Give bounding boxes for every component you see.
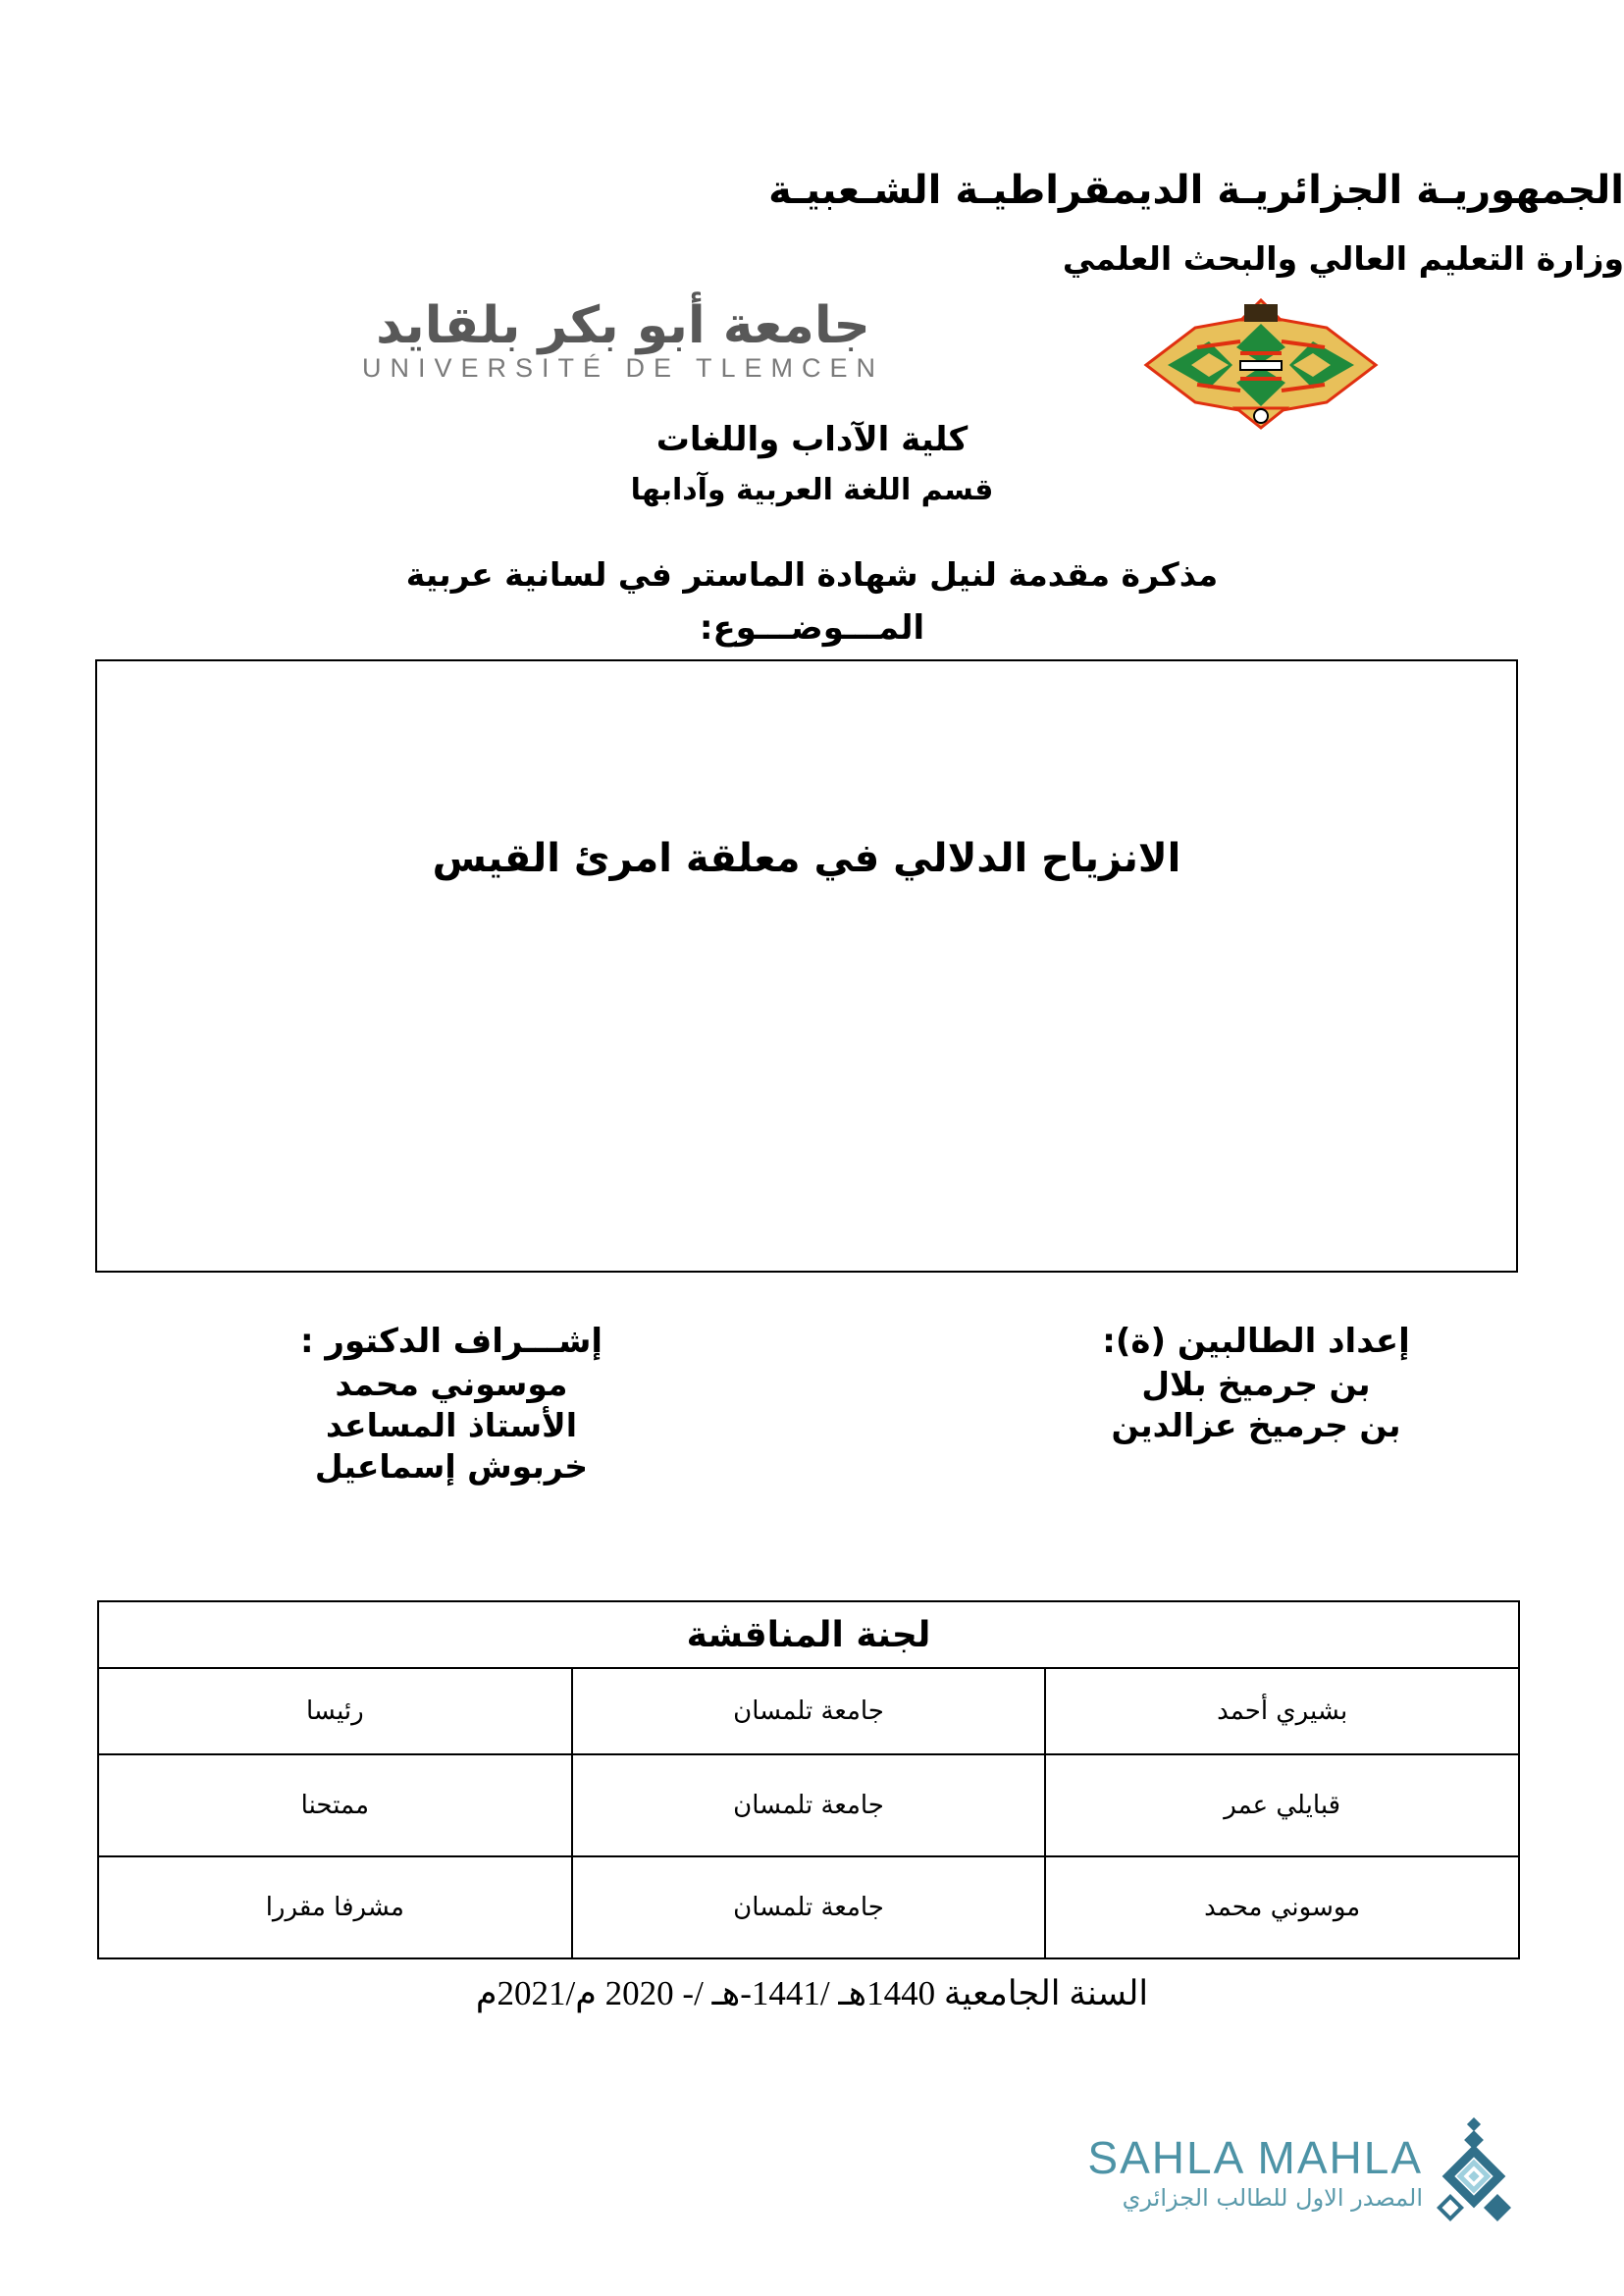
supervisor-name: موسوني محمد — [335, 1364, 568, 1403]
university-emblem-icon — [1138, 298, 1384, 431]
faculty-name: كلية الآداب واللغات — [655, 420, 969, 459]
supervisor-block — [275, 1321, 628, 1487]
supervisor-rank: الأستاذ المساعد — [325, 1405, 578, 1444]
author-name-2: بن جرميخ عزالدين — [1111, 1405, 1401, 1444]
university-name-french: UNIVERSITÉ DE TLEMCEN — [361, 353, 885, 383]
table-row — [98, 1668, 1519, 1754]
sahla-mahla-watermark — [1060, 2117, 1521, 2245]
watermark-brand: SAHLA MAHLA — [1087, 2132, 1423, 2183]
jury-member-name: قبايلي عمر — [1045, 1754, 1519, 1856]
table-row — [98, 1754, 1519, 1856]
degree-statement: مذكرة مقدمة لنيل شهادة الماستر في لسانية عربية — [405, 555, 1219, 594]
authors-block — [1045, 1321, 1467, 1446]
sahla-mahla-diamond-icon — [1425, 2117, 1523, 2225]
author-name-1: بن جرميخ بلال — [1141, 1364, 1371, 1403]
university-name-arabic: جامعة أبو بكر بلقايد — [376, 296, 870, 355]
republic-heading: الجمهوريـة الجزائريـة الديمقراطيـة الشـعبيـة — [768, 168, 1624, 213]
supervisor-heading: إشـــراف الدكتور : — [299, 1322, 603, 1361]
watermark-tagline: المصدر الاول للطالب الجزائري — [1122, 2184, 1423, 2212]
university-logo-strip — [0, 294, 1624, 432]
jury-member-name: موسوني محمد — [1045, 1856, 1519, 1958]
jury-member-university: جامعة تلمسان — [572, 1668, 1046, 1754]
jury-member-role: مشرفا مقررا — [98, 1856, 572, 1958]
jury-caption-row — [98, 1601, 1519, 1668]
jury-table — [97, 1600, 1520, 1959]
jury-caption: لجنة المناقشة — [98, 1601, 1519, 1668]
university-wordmark — [280, 296, 967, 384]
ministry-heading: وزارة التعليم العالي والبحث العلمي — [1062, 239, 1624, 278]
thesis-title: الانزياح الدلالي في معلقة امرئ القيس — [432, 836, 1181, 881]
jury-member-university: جامعة تلمسان — [572, 1754, 1046, 1856]
jury-member-role: رئيسا — [98, 1668, 572, 1754]
authors-heading: إعداد الطالبين (ة): — [1102, 1322, 1410, 1361]
department-name: قسم اللغة العربية وآدابها — [630, 473, 994, 507]
thesis-title-box — [95, 659, 1518, 1273]
subject-label: المـــوضـــوع: — [699, 608, 925, 648]
jury-member-role: ممتحنا — [98, 1754, 572, 1856]
table-row — [98, 1856, 1519, 1958]
jury-member-name: بشيري أحمد — [1045, 1668, 1519, 1754]
academic-year: السنة الجامعية 1440هـ /1441-هـ /- 2020 م/2021م — [475, 1974, 1149, 2012]
watermark-text — [1060, 2132, 1423, 2212]
co-supervisor-name: خربوش إسماعيل — [314, 1446, 589, 1486]
jury-member-university: جامعة تلمسان — [572, 1856, 1046, 1958]
